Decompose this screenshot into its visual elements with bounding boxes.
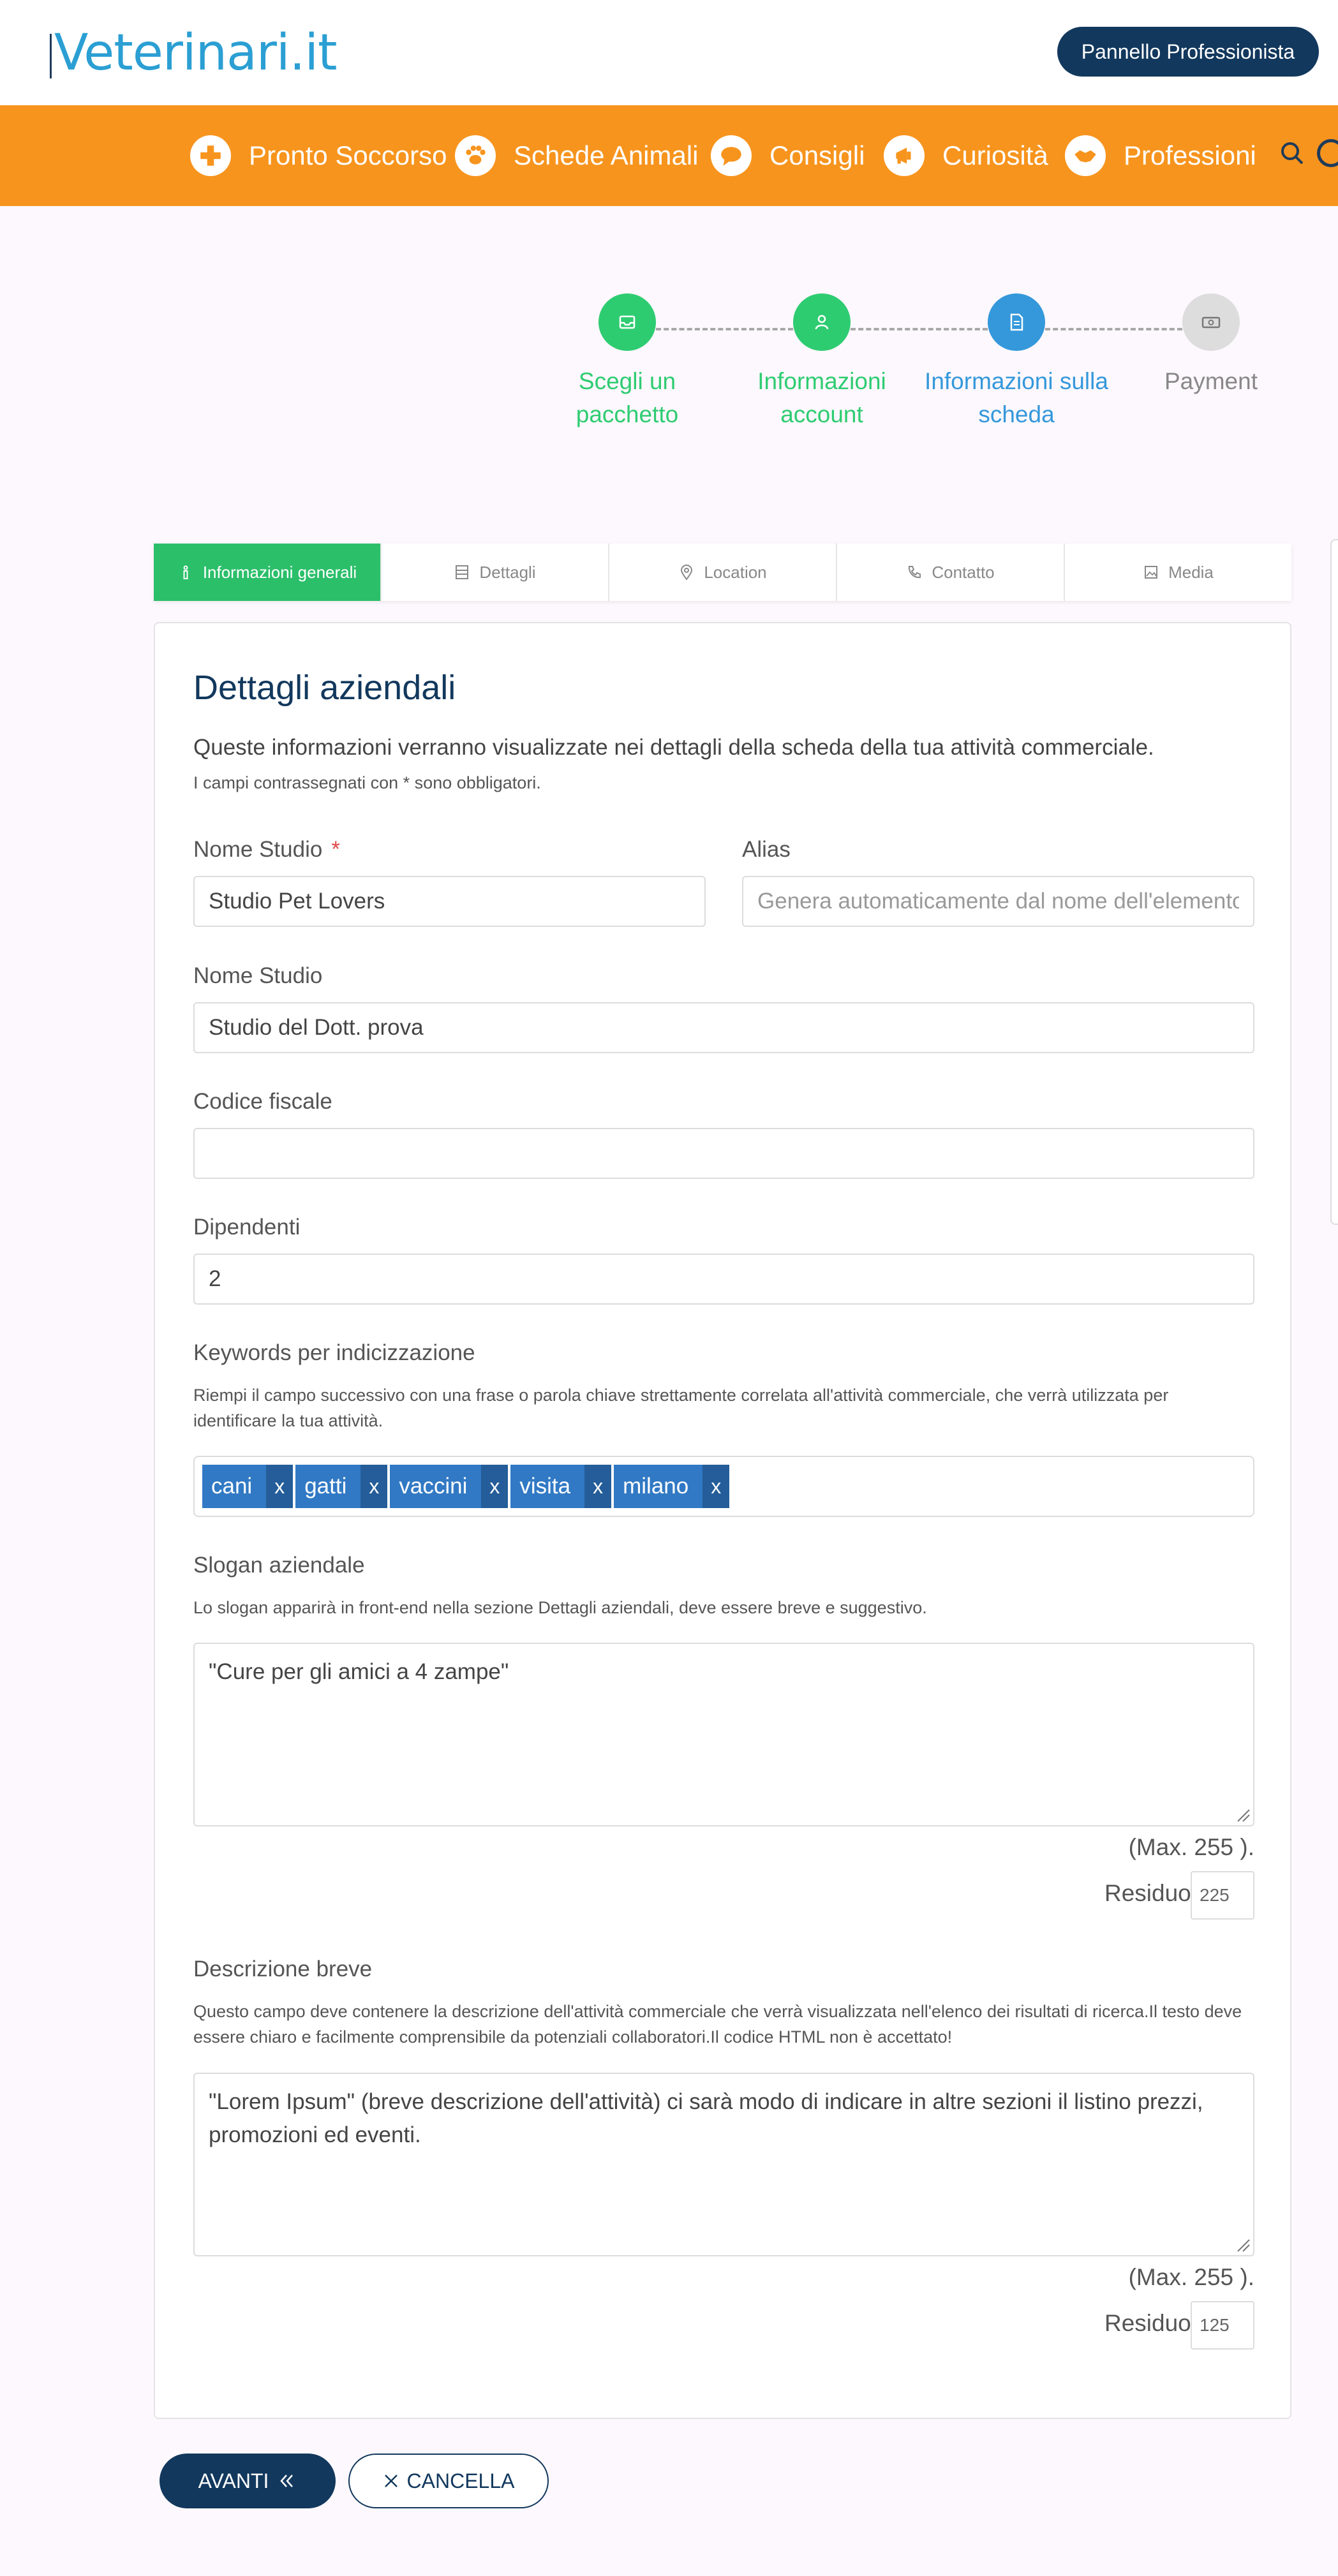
form-title: Dettagli aziendali (193, 669, 456, 707)
keywords-label: Keywords per indicizzazione (193, 1340, 475, 1365)
document-icon (988, 293, 1045, 351)
pin-icon (678, 564, 695, 581)
form-tabs (154, 544, 1291, 601)
tag-remove-button[interactable]: x (266, 1465, 293, 1508)
slogan-label: Slogan aziendale (193, 1553, 365, 1578)
required-mark: * (331, 837, 340, 862)
step-informazioni-account[interactable] (726, 293, 918, 431)
nav-label: Schede Animali (514, 140, 699, 170)
speech-bubble-icon (711, 135, 752, 176)
side-panel-edge (1330, 539, 1338, 1225)
tab-label: Dettagli (479, 562, 536, 582)
logo-cursor (50, 34, 52, 78)
tag-remove-button[interactable]: x (584, 1465, 611, 1508)
tab-label: Media (1168, 562, 1214, 582)
nome-studio-label (193, 837, 340, 862)
codice-fiscale-label: Codice fiscale (193, 1089, 332, 1114)
tab-label: Location (704, 562, 767, 582)
descrizione-max-text: (Max. 255 ). (1128, 2264, 1254, 2290)
step-label: Informazioni sulla scheda (925, 368, 1108, 427)
nav-item-curiosita[interactable] (884, 105, 1048, 206)
megaphone-icon (884, 135, 925, 176)
keyword-tag (202, 1465, 293, 1508)
nav-item-consigli[interactable] (711, 105, 865, 206)
search-icon[interactable] (1279, 140, 1305, 166)
dipendenti-input[interactable] (193, 1254, 1254, 1305)
step-label: Payment (1164, 368, 1258, 394)
tag-label: gatti (295, 1465, 361, 1508)
tab-informazioni-generali[interactable] (154, 544, 382, 601)
keyword-tag (614, 1465, 729, 1508)
step-label: Informazioni account (757, 368, 886, 427)
step-scegli-pacchetto[interactable] (531, 293, 723, 431)
double-chevron-left-icon (278, 2471, 297, 2491)
plus-icon (190, 135, 231, 176)
tag-label: milano (614, 1465, 702, 1508)
required-note: I campi contrassegnati con * sono obbligatori. (193, 773, 541, 792)
avanti-button[interactable] (160, 2454, 336, 2508)
site-logo[interactable] (50, 24, 337, 82)
alias-input[interactable] (742, 876, 1254, 927)
tag-remove-button[interactable]: x (702, 1465, 729, 1508)
tab-location[interactable] (609, 544, 837, 601)
form-description: Queste informazioni verranno visualizzate nei dettagli della scheda della tua attività commerciale. (193, 735, 1154, 760)
label-text: Nome Studio (193, 837, 323, 862)
tab-contatto[interactable] (837, 544, 1065, 601)
paw-icon (455, 135, 496, 176)
button-label: CANCELLA (406, 2469, 515, 2492)
close-icon (383, 2473, 399, 2489)
logo-text: Veterinari.it (54, 24, 337, 82)
tag-label: cani (202, 1465, 266, 1508)
slogan-max-text: (Max. 255 ). (1128, 1834, 1254, 1860)
tag-label: visita (510, 1465, 584, 1508)
nav-label: Consigli (769, 140, 865, 170)
main-nav (0, 105, 1338, 206)
dipendenti-label: Dipendenti (193, 1215, 301, 1240)
keywords-help: Riempi il campo successivo con una frase o parola chiave strettamente correlata all'attività commerciale, che verrà utilizzata per identificare la tua attività. (193, 1386, 1169, 1430)
nav-label: Professioni (1124, 140, 1256, 170)
info-icon (177, 564, 194, 581)
cancella-button[interactable] (348, 2454, 549, 2508)
keyword-tag (390, 1465, 508, 1508)
slogan-help: Lo slogan apparirà in front-end nella sezione Dettagli aziendali, deve essere breve e suggestivo. (193, 1598, 927, 1617)
user-icon (793, 293, 851, 351)
nav-item-schede-animali[interactable] (455, 105, 699, 206)
form-card (154, 622, 1291, 2419)
tag-remove-button[interactable]: x (361, 1465, 387, 1508)
tag-label: vaccini (390, 1465, 481, 1508)
phone-icon (906, 564, 923, 581)
step-payment[interactable] (1115, 293, 1307, 398)
button-label: AVANTI (198, 2469, 269, 2492)
nav-item-professioni[interactable] (1065, 105, 1256, 206)
codice-fiscale-input[interactable] (193, 1128, 1254, 1179)
descrizione-residuo-label: Residuo (1104, 2310, 1191, 2336)
keywords-tag-input[interactable] (193, 1456, 1254, 1517)
nome-studio-2-label: Nome Studio (193, 963, 323, 988)
descrizione-textarea[interactable] (193, 2073, 1254, 2256)
step-label: Scegli un pacchetto (576, 368, 679, 427)
handshake-icon (1065, 135, 1106, 176)
nome-studio-2-input[interactable] (193, 1002, 1254, 1053)
resize-grip-icon[interactable] (1235, 1807, 1251, 1823)
descrizione-residuo-value: 125 (1191, 2301, 1254, 2350)
slogan-textarea[interactable] (193, 1643, 1254, 1826)
alias-label: Alias (742, 837, 791, 862)
tab-dettagli[interactable] (382, 544, 609, 601)
cash-icon (1182, 293, 1240, 351)
keyword-tag (295, 1465, 387, 1508)
tray-icon (598, 293, 656, 351)
descrizione-label: Descrizione breve (193, 1957, 373, 1981)
resize-grip-icon[interactable] (1235, 2237, 1251, 2253)
tab-media[interactable] (1065, 544, 1291, 601)
keyword-tag (510, 1465, 611, 1508)
tab-label: Contatto (932, 562, 995, 582)
pannello-professionista-button[interactable]: Pannello Professionista (1057, 27, 1319, 77)
tab-label: Informazioni generali (202, 562, 357, 582)
nav-item-pronto-soccorso[interactable] (190, 105, 447, 206)
descrizione-help: Questo campo deve contenere la descrizione dell'attività commerciale che verrà visualizzata nell'elenco dei risultati di ricerca.Il testo deve essere chiaro e facilmente comprensibile da potenziali collaboratori.Il codice HTML non è accettato! (193, 2002, 1242, 2047)
tag-remove-button[interactable]: x (481, 1465, 508, 1508)
nav-label: Pronto Soccorso (249, 140, 447, 170)
nome-studio-input[interactable] (193, 876, 706, 927)
image-icon (1143, 564, 1159, 581)
top-header (0, 0, 1338, 105)
step-informazioni-scheda[interactable] (921, 293, 1112, 431)
nav-label: Curiosità (942, 140, 1048, 170)
slogan-residuo-label: Residuo (1104, 1880, 1191, 1906)
list-icon (454, 564, 470, 581)
slogan-residuo-value: 225 (1191, 1871, 1254, 1920)
